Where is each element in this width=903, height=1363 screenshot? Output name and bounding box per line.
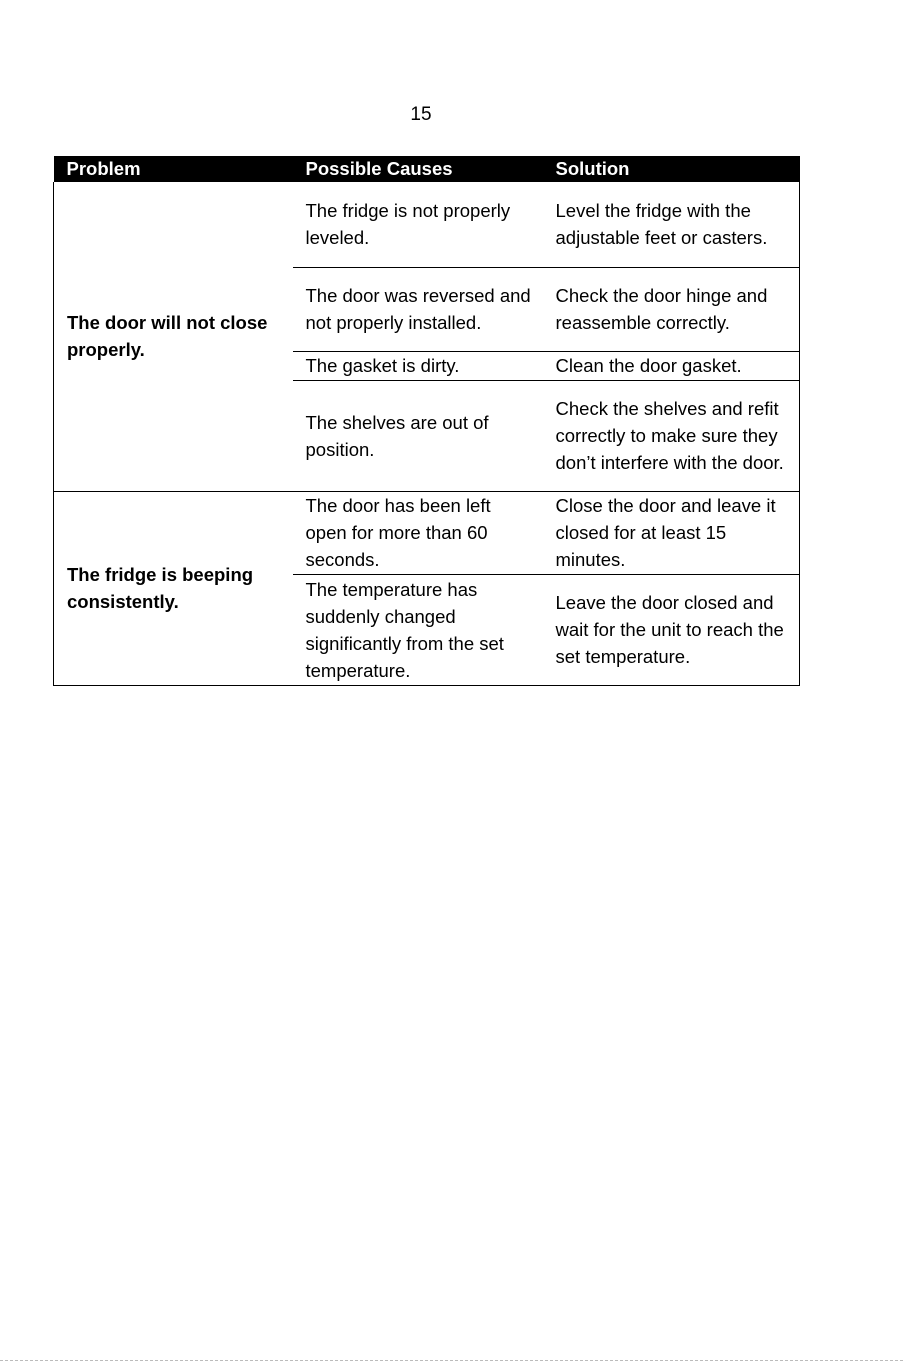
cause-cell: The door was reversed and not properly installed. [293, 267, 543, 351]
problem-cell: The door will not close properly. [54, 182, 293, 491]
problem-cell: The fridge is beeping consistently. [54, 491, 293, 685]
cause-cell: The fridge is not properly leveled. [293, 182, 543, 267]
cause-cell: The gasket is dirty. [293, 351, 543, 380]
solution-cell: Check the shelves and refit correctly to make sure they don’t interfere with the door. [543, 380, 800, 491]
troubleshooting-table [53, 156, 800, 686]
header-possible-causes: Possible Causes [293, 156, 543, 182]
header-row [54, 156, 800, 182]
table-row [54, 491, 800, 574]
cause-cell: The door has been left open for more than 60 seconds. [293, 491, 543, 574]
table-body [54, 182, 800, 685]
solution-cell: Check the door hinge and reassemble correctly. [543, 267, 800, 351]
header-solution: Solution [543, 156, 800, 182]
table-row [54, 182, 800, 267]
solution-cell: Leave the door closed and wait for the unit to reach the set temperature. [543, 574, 800, 685]
table-header [54, 156, 800, 182]
solution-cell: Clean the door gasket. [543, 351, 800, 380]
header-problem: Problem [54, 156, 293, 182]
solution-cell: Close the door and leave it closed for at least 15 minutes. [543, 491, 800, 574]
cause-cell: The shelves are out of position. [293, 380, 543, 491]
page-bottom-divider [0, 1360, 903, 1361]
cause-cell: The temperature has suddenly changed significantly from the set temperature. [293, 574, 543, 685]
page-number: 15 [410, 104, 432, 125]
solution-cell: Level the fridge with the adjustable feet or casters. [543, 182, 800, 267]
